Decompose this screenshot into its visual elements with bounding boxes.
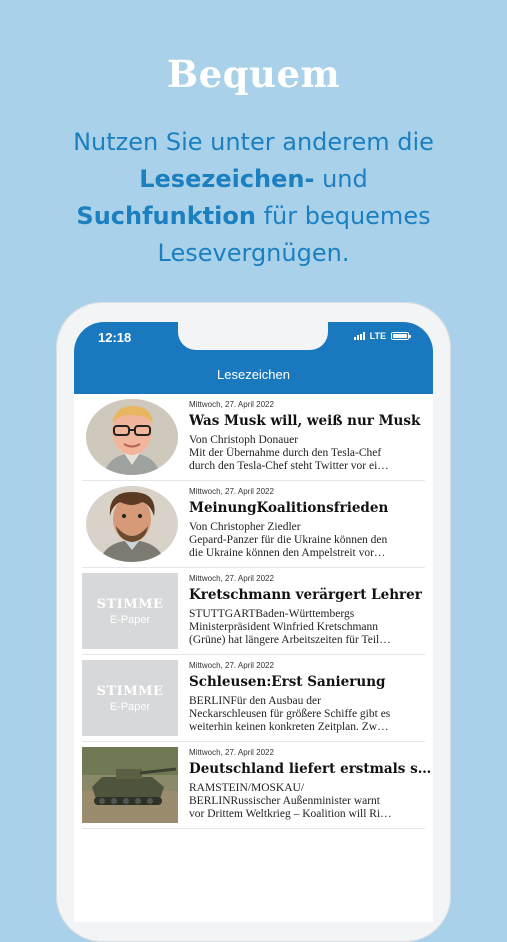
hero-text-and: und (314, 165, 368, 193)
excerpt-line: BERLINRussischer Außenminister warnt (189, 795, 381, 807)
article-date: Mittwoch, 27. April 2022 (189, 574, 274, 583)
article-date: Mittwoch, 27. April 2022 (189, 487, 274, 496)
phone-screen (74, 322, 433, 922)
article-text (189, 487, 433, 560)
article-title[interactable]: Was Musk will, weiß nur Musk (189, 413, 421, 429)
article-date: Mittwoch, 27. April 2022 (189, 661, 274, 670)
header-title: Lesezeichen (217, 367, 290, 382)
list-item[interactable] (82, 394, 425, 481)
article-text (189, 748, 433, 821)
article-date: Mittwoch, 27. April 2022 (189, 748, 274, 757)
epaper-text: E-Paper (109, 613, 151, 626)
article-title[interactable]: Kretschmann verärgert Lehrer (189, 587, 422, 603)
article-thumbnail (86, 399, 178, 475)
list-item[interactable] (82, 481, 425, 568)
list-item[interactable] (82, 568, 425, 655)
excerpt-line: Von Christoph Donauer (189, 434, 299, 446)
article-title[interactable]: Schleusen:Erst Sanierung (189, 674, 386, 690)
phone-notch (178, 322, 328, 350)
stimme-logo-text: STIMME (96, 683, 164, 699)
article-thumbnail (82, 747, 178, 823)
excerpt-line: BERLINFür den Ausbau der (189, 695, 321, 707)
hero-bold-bookmarks: Lesezeichen- (139, 165, 315, 193)
article-excerpt (189, 434, 433, 473)
article-thumbnail (86, 486, 178, 562)
article-title[interactable]: MeinungKoalitionsfrieden (189, 500, 389, 516)
list-item[interactable] (82, 742, 432, 829)
article-thumbnail (82, 573, 178, 649)
excerpt-line: Gepard-Panzer für die Ukraine können den (189, 534, 388, 546)
excerpt-line: (Grüne) hat längere Arbeitszeiten für Teil… (189, 634, 391, 646)
signal-icon (354, 332, 365, 340)
excerpt-line: weiterhin keinen konkreten Zeitplan. Zw… (189, 721, 389, 733)
battery-icon (391, 332, 409, 340)
network-label: LTE (369, 331, 386, 341)
article-excerpt (189, 782, 433, 821)
epaper-text: E-Paper (109, 700, 151, 713)
hero-bold-search: Suchfunktion (76, 202, 256, 230)
hero-line-1: Nutzen Sie unter anderem die (73, 128, 434, 156)
excerpt-line: Von Christopher Ziedler (189, 521, 301, 533)
article-excerpt (189, 521, 433, 560)
article-text (189, 661, 433, 734)
article-text (189, 400, 433, 473)
article-title[interactable]: Deutschland liefert erstmals s… (189, 761, 432, 777)
stimme-epaper-placeholder (82, 573, 178, 649)
hero-text-for: für bequemes (255, 202, 431, 230)
hero-title: Bequem (166, 52, 341, 96)
article-text (189, 574, 433, 647)
hero-line-4: Lesevergnügen. (157, 239, 350, 267)
list-item[interactable] (82, 655, 425, 742)
excerpt-line: STUTTGARTBaden-Württembergs (189, 608, 355, 620)
hero-line-2 (20, 161, 487, 198)
app-header (74, 322, 433, 394)
excerpt-line: durch den Tesla-Chef steht Twitter vor ei… (189, 460, 389, 472)
status-time: 12:18 (98, 330, 132, 345)
hero-line-3 (20, 198, 487, 235)
stimme-logo-text: STIMME (96, 596, 164, 612)
hero-subtitle (20, 124, 487, 272)
article-thumbnail (82, 660, 178, 736)
excerpt-line: Mit der Übernahme durch den Tesla-Chef (189, 447, 382, 459)
excerpt-line: vor Drittem Weltkrieg – Koalition will Ri… (189, 808, 392, 820)
excerpt-line: Neckarschleusen für größere Schiffe gibt es (189, 708, 391, 720)
status-indicators (354, 331, 409, 341)
article-excerpt (189, 608, 433, 647)
article-date: Mittwoch, 27. April 2022 (189, 400, 274, 409)
excerpt-line: RAMSTEIN/MOSKAU/ (189, 782, 305, 794)
stimme-epaper-placeholder (82, 660, 178, 736)
article-excerpt (189, 695, 433, 734)
excerpt-line: Ministerpräsident Winfried Kretschmann (189, 621, 379, 633)
bookmark-list (74, 394, 433, 829)
excerpt-line: die Ukraine können den Ampelstreit vor… (189, 547, 386, 559)
